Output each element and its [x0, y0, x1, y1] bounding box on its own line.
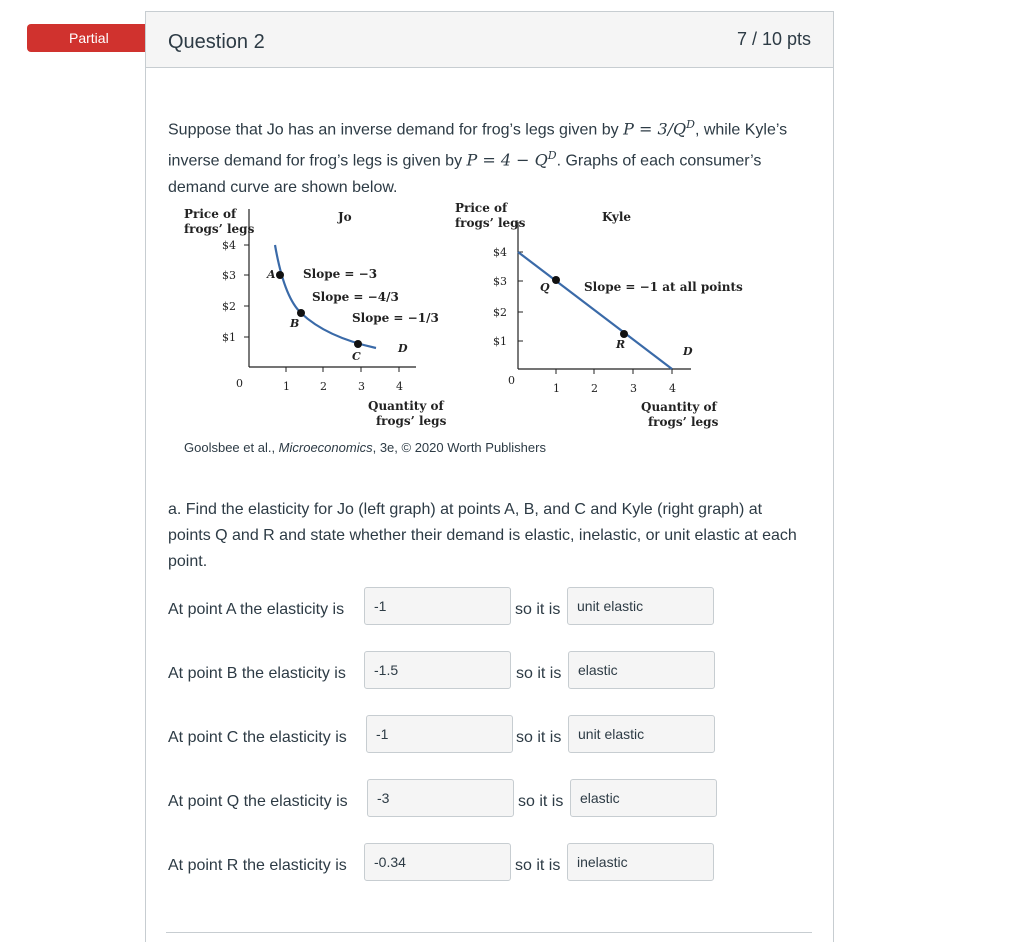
jo-xlabel-2: frogs’ legs — [376, 414, 447, 428]
jo-ylabel-1: Price of — [184, 207, 237, 221]
elasticity-input-c[interactable]: -1 — [366, 715, 513, 753]
demand-type-select-b[interactable]: elastic — [568, 651, 715, 689]
question-title: Question 2 — [168, 31, 265, 53]
jo-point-c-marker — [354, 340, 362, 348]
jo-xtick: 3 — [358, 380, 365, 393]
answer-label: At point C the elasticity is — [168, 729, 347, 746]
answer-label: At point R the elasticity is — [168, 857, 347, 874]
jo-ylabel-2: frogs’ legs — [184, 222, 255, 236]
kyle-title: Kyle — [602, 210, 632, 224]
answer-label: At point A the elasticity is — [168, 601, 345, 618]
status-badge: Partial — [27, 24, 145, 52]
kyle-graph — [455, 201, 743, 429]
kyle-equation: P = 4 − Q — [466, 150, 548, 170]
so-it-is-label: so it is — [518, 793, 564, 810]
jo-point-a-marker — [276, 271, 284, 279]
demand-graphs-figure — [166, 197, 786, 457]
question-header — [146, 12, 833, 68]
jo-point-b-label: B — [290, 317, 300, 330]
kyle-point-q-label: Q — [540, 281, 550, 294]
kyle-ylabel-2: frogs’ legs — [455, 216, 526, 230]
demand-type-select-r[interactable]: inelastic — [567, 843, 714, 881]
kyle-curve-label: D — [683, 345, 693, 358]
kyle-xtick: 3 — [630, 382, 637, 395]
kyle-ytick: $1 — [493, 335, 507, 348]
divider — [166, 932, 812, 933]
jo-point-a-label: A — [267, 268, 276, 281]
jo-xlabel-1: Quantity of — [368, 399, 444, 413]
kyle-xlabel-1: Quantity of — [641, 400, 717, 414]
elasticity-input-q[interactable]: -3 — [367, 779, 514, 817]
jo-xtick: 2 — [320, 380, 327, 393]
jo-title: Jo — [338, 210, 352, 224]
question-points: 7 / 10 pts — [736, 29, 811, 49]
kyle-point-q-marker — [552, 276, 560, 284]
kyle-xlabel-2: frogs’ legs — [648, 415, 719, 429]
jo-ytick: $2 — [222, 300, 236, 313]
jo-point-c-label: C — [352, 350, 361, 363]
kyle-xtick: 2 — [591, 382, 598, 395]
kyle-point-r-marker — [620, 330, 628, 338]
so-it-is-label: so it is — [515, 601, 561, 618]
jo-ytick: $3 — [222, 269, 236, 282]
elasticity-input-b[interactable]: -1.5 — [364, 651, 511, 689]
part-a-prompt: a. Find the elasticity for Jo (left graph) at points A, B, and C and Kyle (right graph) at points Q and R and state whether their demand is elastic, inelastic, or unit elastic at each point. — [168, 501, 797, 570]
kyle-slope-label: Slope = −1 at all points — [584, 280, 743, 294]
jo-slope-label: Slope = −1/3 — [352, 311, 439, 325]
answer-label: At point B the elasticity is — [168, 665, 346, 682]
kyle-ytick: $3 — [493, 275, 507, 288]
jo-equation: P = 3/Q — [623, 119, 687, 139]
jo-xtick: 4 — [396, 380, 403, 393]
so-it-is-label: so it is — [515, 857, 561, 874]
demand-type-select-a[interactable]: unit elastic — [567, 587, 714, 625]
jo-origin: 0 — [236, 377, 243, 390]
jo-ytick: $4 — [222, 239, 236, 252]
demand-type-select-c[interactable]: unit elastic — [568, 715, 715, 753]
demand-type-select-q[interactable]: elastic — [570, 779, 717, 817]
answer-label: At point Q the elasticity is — [168, 793, 348, 810]
figure-credit: Goolsbee et al., Microeconomics, 3e, © 2020 Worth Publishers — [184, 440, 546, 455]
kyle-ytick: $4 — [493, 246, 507, 259]
jo-slope-label: Slope = −3 — [303, 267, 378, 281]
question-card — [145, 11, 834, 942]
question-intro: Suppose that Jo has an inverse demand for frog’s legs given by $P = 3/Q^D$, while Kyle’s inverse demand for frog’s legs is given by $P = 4 - Q^D$. Graphs of each consumer’s demand curve are shown below. — [168, 118, 788, 196]
kyle-origin: 0 — [508, 374, 515, 387]
kyle-xtick: 1 — [553, 382, 560, 395]
kyle-ytick: $2 — [493, 306, 507, 319]
jo-point-b-marker — [297, 309, 305, 317]
jo-curve-label: D — [398, 342, 408, 355]
kyle-point-r-label: R — [616, 338, 626, 351]
so-it-is-label: so it is — [516, 665, 562, 682]
jo-xtick: 1 — [283, 380, 290, 393]
elasticity-input-a[interactable]: -1 — [364, 587, 511, 625]
elasticity-input-r[interactable]: -0.34 — [364, 843, 511, 881]
kyle-xtick: 4 — [669, 382, 676, 395]
jo-ytick: $1 — [222, 331, 236, 344]
kyle-demand-curve — [518, 252, 672, 369]
so-it-is-label: so it is — [516, 729, 562, 746]
jo-graph — [184, 207, 447, 428]
kyle-ylabel-1: Price of — [455, 201, 508, 215]
jo-slope-label: Slope = −4/3 — [312, 290, 399, 304]
